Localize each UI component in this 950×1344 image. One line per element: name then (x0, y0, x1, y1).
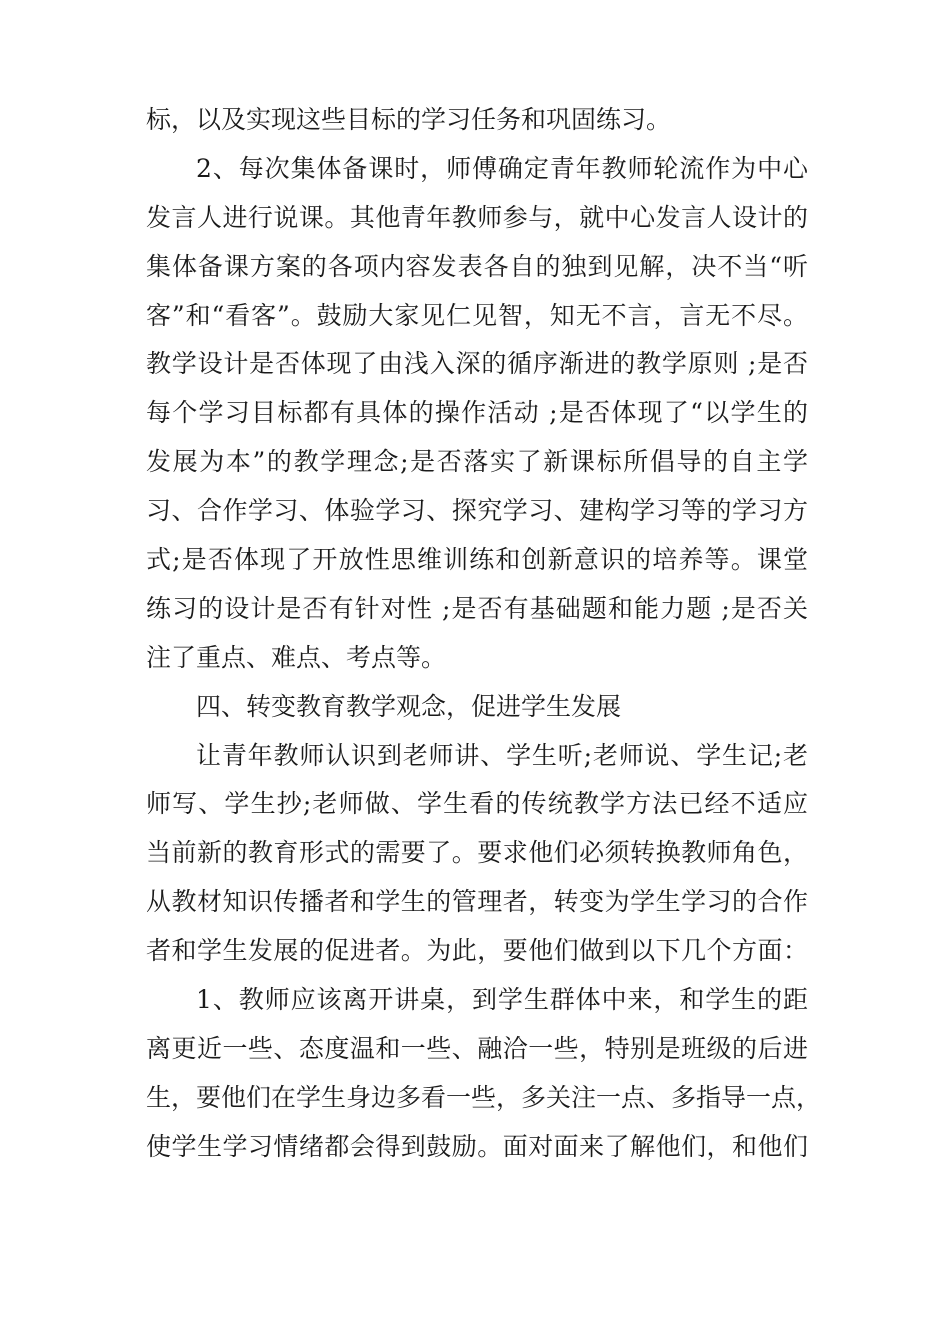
text-line: 集体备课方案的各项内容发表各自的独到见解，决不当“听 (146, 251, 808, 281)
text-line: 发展为本”的教学理念;是否落实了新课标所倡导的自主学 (146, 447, 808, 477)
text-line: 教学设计是否体现了由浅入深的循序渐进的教学原则 ;是否 (146, 349, 808, 379)
text-line: 者和学生发展的促进者。为此，要他们做到以下几个方面： (146, 936, 808, 966)
text-line: 让青年教师认识到老师讲、学生听;老师说、学生记;老 (196, 740, 808, 770)
body-text (146, 96, 822, 1172)
text-line: 2、每次集体备课时，师傅确定青年教师轮流作为中心 (196, 153, 808, 183)
text-line: 离更近一些、态度温和一些、融洽一些，特别是班级的后进 (146, 1033, 808, 1063)
text-line: 发言人进行说课。其他青年教师参与，就中心发言人设计的 (146, 202, 808, 232)
text-line: 从教材知识传播者和学生的管理者，转变为学生学习的合作 (146, 887, 808, 917)
text-line: 当前新的教育形式的需要了。要求他们必须转换教师角色， (146, 838, 808, 868)
text-line: 练习的设计是否有针对性 ;是否有基础题和能力题 ;是否关 (146, 593, 808, 623)
text-line: 师写、学生抄;老师做、学生看的传统教学方法已经不适应 (146, 789, 808, 819)
text-line: 四、转变教育教学观念，促进学生发展 (196, 691, 622, 721)
text-line: 注了重点、难点、考点等。 (146, 642, 447, 672)
text-line: 客”和“看客”。鼓励大家见仁见智，知无不言，言无不尽。 (146, 300, 808, 330)
text-line: 每个学习目标都有具体的操作活动 ;是否体现了“以学生的 (146, 398, 808, 428)
text-line: 使学生学习情绪都会得到鼓励。面对面来了解他们，和他们 (146, 1131, 808, 1161)
text-line: 生，要他们在学生身边多看一些，多关注一点、多指导一点， (146, 1082, 822, 1112)
text-line: 习、合作学习、体验学习、探究学习、建构学习等的学习方 (146, 496, 808, 526)
text-line: 式;是否体现了开放性思维训练和创新意识的培养等。课堂 (146, 545, 808, 575)
text-line: 标，以及实现这些目标的学习任务和巩固练习。 (146, 105, 672, 134)
text-line: 1、教师应该离开讲桌，到学生群体中来，和学生的距 (196, 985, 808, 1015)
